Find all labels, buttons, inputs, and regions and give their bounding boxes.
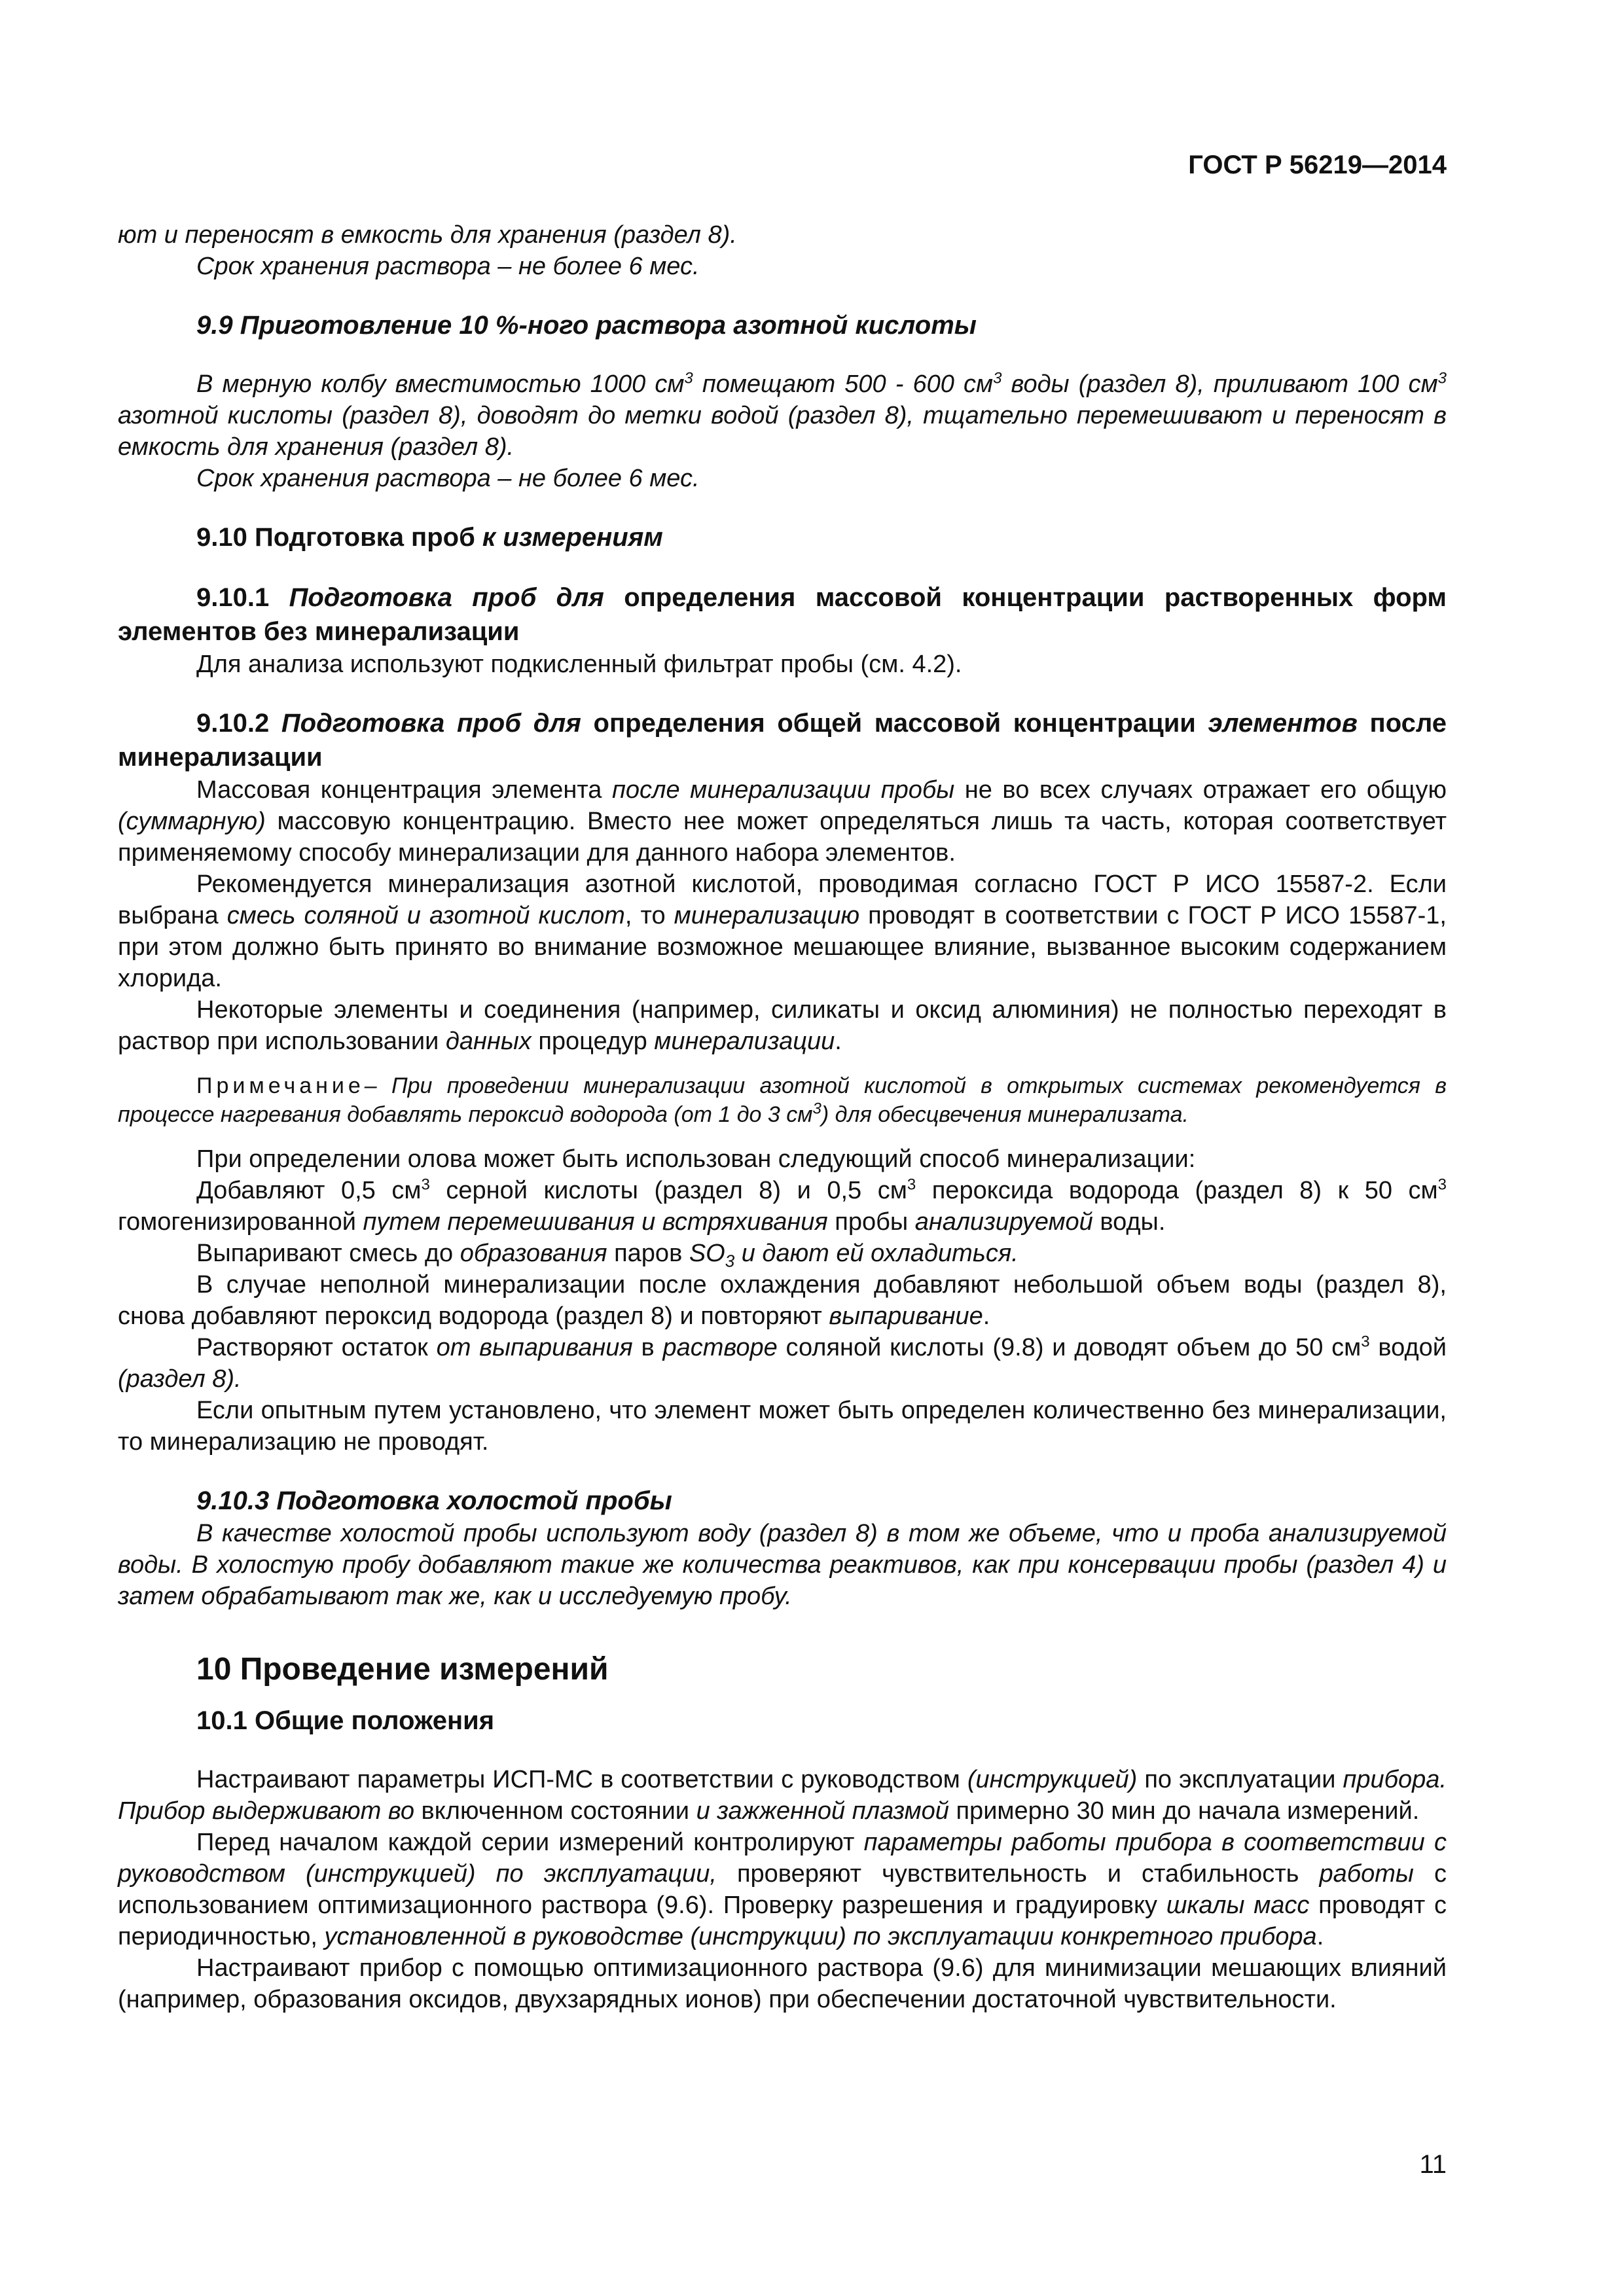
section-heading-9-10-3: 9.10.3 Подготовка холостой пробы xyxy=(196,1486,672,1515)
paragraph: В мерную колбу вместимостью 1000 $см^3$ помещают 500 - 600 $см^3$ воды (раздел 8), приливают 100 $см^3$ азотной кислоты (раздел 8), доводят до метки водой (раздел 8), тщательно перемешивают и переносят в емкость для хранения (раздел 8). xyxy=(118,369,1447,461)
page-number: 11 xyxy=(1419,2150,1447,2179)
note: Примечание– При проведении минерализации азотной кислотой в открытых системах рекомендуется в процессе нагревания добавлять пероксид водорода (от 1 до 3 $см^3$) для обесцвечения минерализата. xyxy=(118,1073,1447,1127)
paragraph: Растворяют остаток от выпаривания в растворе соляной кислоты (9.8) и доводят объем до 50 $см^3$ водой (раздел 8). xyxy=(118,1333,1447,1393)
paragraph: Если опытным путем установлено, что элемент может быть определен количественно без минерализации, то минерализацию не проводят. xyxy=(118,1397,1447,1456)
paragraph: При определении олова может быть использован следующий способ минерализации: xyxy=(196,1145,1196,1173)
document-code: ГОСТ Р 56219—2014 xyxy=(1188,151,1447,179)
section-heading-9-10-2: 9.10.2 Подготовка проб для определения общей массовой концентрации элементов после минерализации xyxy=(118,709,1447,772)
paragraph: В качестве холостой пробы используют воду (раздел 8) в том же объеме, что и проба анализируемой воды. В холостую пробу добавляют такие же количества реактивов, как при консервации пробы (раздел 4) и затем обрабатывают так же, как и исследуемую пробу. xyxy=(118,1520,1447,1610)
section-heading-10: 10 Проведение измерений xyxy=(196,1652,609,1687)
section-heading-9-10-1: 9.10.1 Подготовка проб для определения массовой концентрации растворенных форм элементов без минерализации xyxy=(118,583,1447,646)
paragraph: Настраивают прибор с помощью оптимизационного раствора (9.6) для минимизации мешающих влияний (например, образования оксидов, двухзарядных ионов) при обеспечении достаточной чувствительности. xyxy=(118,1954,1447,2013)
note-label: Примечание xyxy=(196,1073,365,1098)
paragraph: Для анализа используют подкисленный фильтрат пробы (см. 4.2). xyxy=(196,651,962,678)
paragraph: Массовая концентрация элемента после минерализации пробы не во всех случаях отражает его общую (суммарную) массовую концентрацию. Вместо нее может определяться лишь та часть, которая соответствует применяемому способу минерализации для данного набора элементов. xyxy=(118,776,1447,867)
section-heading-9-10: 9.10 Подготовка проб к измерениям xyxy=(196,523,663,552)
document-page xyxy=(118,0,1447,2296)
paragraph: В случае неполной минерализации после охлаждения добавляют небольшой объем воды (раздел 8), снова добавляют пероксид водорода (раздел 8) и повторяют выпаривание. xyxy=(118,1271,1447,1330)
section-heading-10-1: 10.1 Общие положения xyxy=(196,1706,495,1735)
paragraph: Срок хранения раствора – не более 6 мес. xyxy=(196,253,700,280)
paragraph: Срок хранения раствора – не более 6 мес. xyxy=(196,465,700,492)
paragraph: Настраивают параметры ИСП-МС в соответствии с руководством (инструкцией) по эксплуатации прибора. Прибор выдерживают во включенном состоянии и зажженной плазмой примерно 30 мин до начала измерений. xyxy=(118,1766,1447,1825)
paragraph: Перед началом каждой серии измерений контролируют параметры работы прибора в соответствии с руководством (инструкцией) по эксплуатации, проверяют чувствительность и стабильность работы с использованием оптимизационного раствора (9.6). Проверку разрешения и градуировку шкалы масс проводят с периодичностью, установленной в руководстве (инструкции) по эксплуатации конкретного прибора. xyxy=(118,1829,1447,1950)
paragraph: Рекомендуется минерализация азотной кислотой, проводимая согласно ГОСТ Р ИСО 15587-2. Если выбрана смесь соляной и азотной кислот, то минерализацию проводят в соответствии с ГОСТ Р ИСО 15587-1, при этом должно быть принято во внимание возможное мешающее влияние, вызванное высоким содержанием хлорида. xyxy=(118,870,1447,992)
paragraph: Добавляют 0,5 $см^3$ серной кислоты (раздел 8) и 0,5 $см^3$ пероксида водорода (раздел 8) к 50 $см^3$ гомогенизированной путем перемешивания и встряхивания пробы анализируемой воды. xyxy=(118,1175,1447,1236)
paragraph: Некоторые элементы и соединения (например, силикаты и оксид алюминия) не полностью переходят в раствор при использовании данных процедур минерализации. xyxy=(118,996,1447,1055)
paragraph: ют и переносят в емкость для хранения (раздел 8). xyxy=(118,221,737,249)
page-content xyxy=(118,219,1447,2015)
section-heading-9-9: 9.9 Приготовление 10 %-ного раствора азотной кислоты xyxy=(196,311,977,340)
paragraph: Выпаривают смесь до образования паров $SO_3$ и дают ей охладиться. xyxy=(196,1240,1019,1271)
